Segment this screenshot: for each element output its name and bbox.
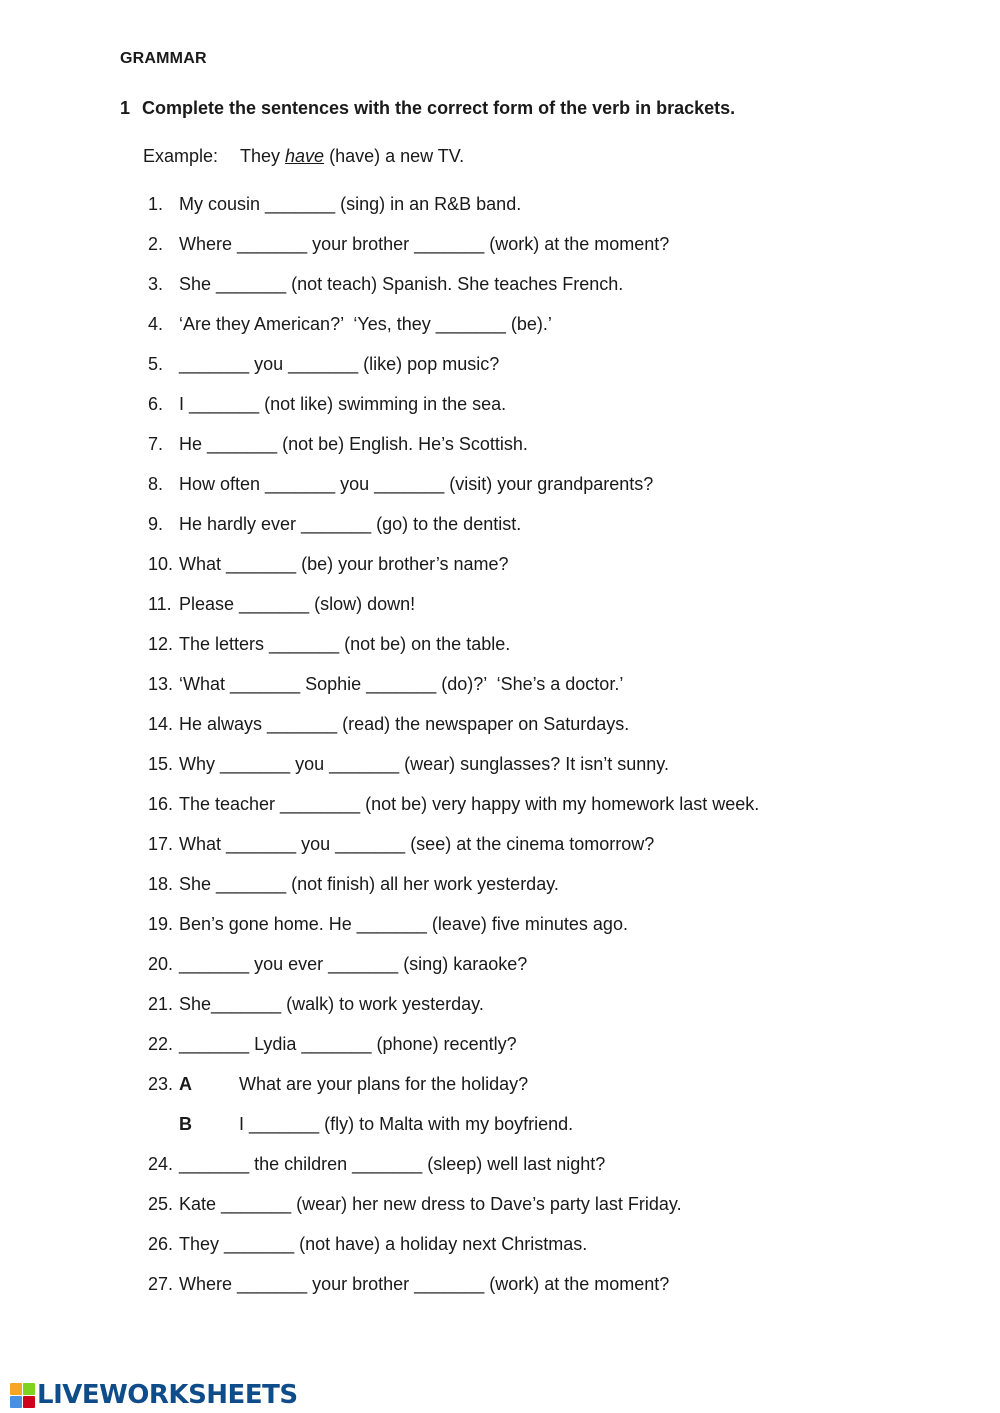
dialogue-b-text[interactable]: I _______ (fly) to Malta with my boyfriend. bbox=[239, 1114, 574, 1134]
item-number: 7. bbox=[148, 434, 164, 454]
exercise-item bbox=[148, 914, 759, 954]
exercise-item bbox=[148, 754, 759, 794]
item-number: 16. bbox=[148, 794, 174, 814]
item-text[interactable]: Kate _______ (wear) her new dress to Dave’s party last Friday. bbox=[179, 1194, 682, 1214]
item-text[interactable]: ‘What _______ Sophie _______ (do)?’ ‘She’s a doctor.’ bbox=[179, 674, 624, 694]
item-number: 11. bbox=[148, 594, 172, 614]
exercise-item bbox=[148, 554, 759, 594]
exercise-item bbox=[148, 794, 759, 834]
item-number: 25. bbox=[148, 1194, 174, 1214]
item-text[interactable]: Why _______ you _______ (wear) sunglasses? It isn’t sunny. bbox=[179, 754, 669, 774]
exercise-item bbox=[148, 1154, 759, 1194]
item-text[interactable]: What _______ (be) your brother’s name? bbox=[179, 554, 509, 574]
item-number: 20. bbox=[148, 954, 174, 974]
dialogue-line-b bbox=[148, 1114, 759, 1154]
exercise-item bbox=[148, 1274, 759, 1314]
item-text[interactable]: He _______ (not be) English. He’s Scottish. bbox=[179, 434, 528, 454]
exercise-item bbox=[148, 954, 759, 994]
item-number: 2. bbox=[148, 234, 164, 254]
item-text[interactable]: _______ you _______ (like) pop music? bbox=[179, 354, 500, 374]
item-text[interactable]: _______ the children _______ (sleep) well last night? bbox=[179, 1154, 606, 1174]
logo-square-4 bbox=[23, 1396, 35, 1408]
dialogue-a-text: What are your plans for the holiday? bbox=[239, 1074, 529, 1094]
item-number: 8. bbox=[148, 474, 164, 494]
exercise-item bbox=[148, 674, 759, 714]
liveworksheets-logo[interactable] bbox=[10, 1381, 298, 1409]
exercise-item bbox=[148, 594, 759, 634]
speaker-b: B bbox=[179, 1114, 192, 1134]
exercise-item bbox=[148, 434, 759, 474]
example-label: Example: bbox=[143, 146, 219, 166]
exercise-items bbox=[148, 194, 759, 1314]
item-number: 21. bbox=[148, 994, 174, 1014]
exercise-item bbox=[148, 994, 759, 1034]
exercise-item bbox=[148, 1234, 759, 1274]
item-number: 22. bbox=[148, 1034, 174, 1054]
item-text[interactable]: She _______ (not finish) all her work yesterday. bbox=[179, 874, 559, 894]
item-number: 14. bbox=[148, 714, 174, 734]
exercise-item bbox=[148, 274, 759, 314]
item-number: 27. bbox=[148, 1274, 174, 1294]
item-text[interactable]: _______ Lydia _______ (phone) recently? bbox=[179, 1034, 517, 1054]
exercise-item bbox=[148, 194, 759, 234]
item-number: 12. bbox=[148, 634, 174, 654]
exercise-heading bbox=[120, 98, 735, 119]
logo-square-2 bbox=[23, 1383, 35, 1395]
item-text[interactable]: I _______ (not like) swimming in the sea. bbox=[179, 394, 507, 414]
item-number: 19. bbox=[148, 914, 174, 934]
example-line bbox=[143, 146, 464, 167]
exercise-item bbox=[148, 394, 759, 434]
logo-square-3 bbox=[10, 1396, 22, 1408]
item-text[interactable]: He hardly ever _______ (go) to the dentist. bbox=[179, 514, 522, 534]
item-number: 3. bbox=[148, 274, 164, 294]
item-text[interactable]: They _______ (not have) a holiday next Christmas. bbox=[179, 1234, 588, 1254]
item-text[interactable]: The teacher ________ (not be) very happy with my homework last week. bbox=[179, 794, 760, 814]
item-text[interactable]: Please _______ (slow) down! bbox=[179, 594, 416, 614]
item-number: 5. bbox=[148, 354, 164, 374]
dialogue-line-a bbox=[148, 1074, 759, 1114]
example-after: (have) a new TV. bbox=[324, 146, 465, 166]
section-title: GRAMMAR bbox=[120, 50, 207, 67]
exercise-item bbox=[148, 314, 759, 354]
item-number: 4. bbox=[148, 314, 164, 334]
logo-text: LIVEWORKSHEETS bbox=[37, 1380, 298, 1410]
item-number: 23. bbox=[148, 1074, 174, 1094]
exercise-instruction: Complete the sentences with the correct form of the verb in brackets. bbox=[142, 98, 736, 118]
example-answer: have bbox=[285, 146, 325, 166]
item-text[interactable]: She_______ (walk) to work yesterday. bbox=[179, 994, 484, 1014]
exercise-item bbox=[148, 514, 759, 554]
exercise-item bbox=[148, 234, 759, 274]
exercise-item bbox=[148, 714, 759, 754]
item-number: 24. bbox=[148, 1154, 174, 1174]
item-text[interactable]: My cousin _______ (sing) in an R&B band. bbox=[179, 194, 522, 214]
exercise-item bbox=[148, 474, 759, 514]
exercise-item bbox=[148, 834, 759, 874]
item-text[interactable]: ‘Are they American?’ ‘Yes, they _______ (be).’ bbox=[179, 314, 552, 334]
item-text[interactable]: How often _______ you _______ (visit) your grandparents? bbox=[179, 474, 654, 494]
item-number: 9. bbox=[148, 514, 164, 534]
exercise-item bbox=[148, 1194, 759, 1234]
item-number: 6. bbox=[148, 394, 164, 414]
exercise-item bbox=[148, 354, 759, 394]
item-number: 26. bbox=[148, 1234, 174, 1254]
logo-square-1 bbox=[10, 1383, 22, 1395]
item-text[interactable]: Where _______ your brother _______ (work) at the moment? bbox=[179, 1274, 670, 1294]
logo-mark-icon bbox=[10, 1383, 35, 1408]
item-text[interactable]: _______ you ever _______ (sing) karaoke? bbox=[179, 954, 528, 974]
item-text[interactable]: She _______ (not teach) Spanish. She teaches French. bbox=[179, 274, 624, 294]
item-number: 18. bbox=[148, 874, 174, 894]
item-text[interactable]: He always _______ (read) the newspaper on Saturdays. bbox=[179, 714, 630, 734]
exercise-number: 1 bbox=[120, 98, 131, 118]
item-text[interactable]: What _______ you _______ (see) at the cinema tomorrow? bbox=[179, 834, 655, 854]
item-number: 17. bbox=[148, 834, 174, 854]
exercise-item bbox=[148, 634, 759, 674]
item-text[interactable]: Ben’s gone home. He _______ (leave) five minutes ago. bbox=[179, 914, 628, 934]
example-before: They bbox=[240, 146, 286, 166]
item-number: 1. bbox=[148, 194, 164, 214]
exercise-item bbox=[148, 874, 759, 914]
item-text[interactable]: Where _______ your brother _______ (work) at the moment? bbox=[179, 234, 670, 254]
exercise-item bbox=[148, 1034, 759, 1074]
item-number: 15. bbox=[148, 754, 174, 774]
item-text[interactable]: The letters _______ (not be) on the table. bbox=[179, 634, 511, 654]
item-number: 10. bbox=[148, 554, 174, 574]
speaker-a: A bbox=[179, 1074, 192, 1094]
item-number: 13. bbox=[148, 674, 174, 694]
